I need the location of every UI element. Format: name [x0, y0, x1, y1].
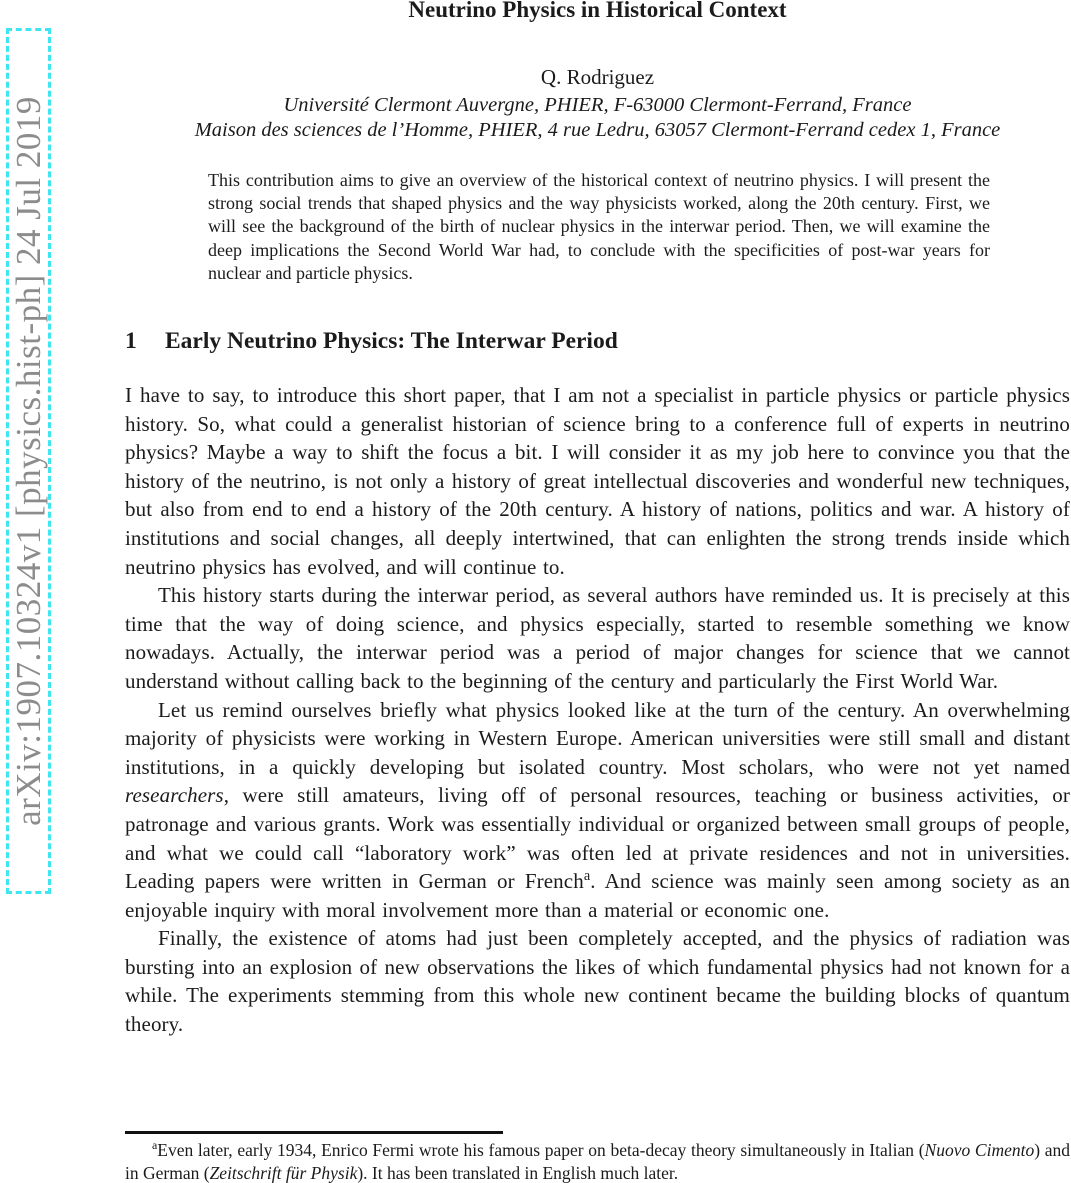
paragraph [125, 381, 1070, 581]
affiliations-block [125, 93, 1070, 142]
affiliation-line: Université Clermont Auvergne, PHIER, F-63000 Clermont-Ferrand, France [283, 94, 912, 116]
arxiv-watermark-box [6, 28, 51, 894]
footnote-marker: a [583, 868, 591, 885]
affiliation-line: Maison des sciences de l’Homme, PHIER, 4 rue Ledru, 63057 Clermont-Ferrand cedex 1, France [194, 118, 1001, 141]
abstract-text: This contribution aims to give an overview of the historical context of neutrino physics. I will present the strong social trends that shaped physics and the way physicists worked, along the 20th century. First, we will see the background of the birth of nuclear physics in the interwar period. Then, we will examine the deep implications the Second World War had, to conclude with the specificities of post-war years for nuclear and particle physics. [208, 170, 990, 283]
paragraph [125, 696, 1070, 925]
paragraph [125, 924, 1070, 1038]
arxiv-watermark-text: arXiv:1907.10324v1 [physics.hist-ph] 24 Jul 2019 [8, 96, 48, 826]
section-title: Early Neutrino Physics: The Interwar Period [165, 328, 618, 354]
footnote-text: ). It has been translated in English much later. [357, 1163, 679, 1183]
italic-journal-zeitschrift: Zeitschrift für Physik [209, 1163, 358, 1183]
footnote-rule [125, 1131, 503, 1134]
paragraph-text: , were still amateurs, living off of personal resources, teaching or business activities, or patronage and various grants. Work was essentially individual or organized between small groups of people, and what we could call “laboratory work” was often led at private residences and not in universities. Leading papers were written in German or French [125, 783, 1070, 894]
paragraph-text: . And science was mainly seen among society as an enjoyable inquiry with moral involvement more than a material or economic one. [125, 869, 1070, 922]
paper-title: Neutrino Physics in Historical Context [408, 0, 787, 22]
section-heading [125, 327, 1070, 355]
footnote [125, 1139, 1070, 1183]
author-name: Q. Rodriguez [540, 65, 655, 89]
paragraph [125, 581, 1070, 695]
footnote-text: ) and in German ( [125, 1140, 1071, 1183]
body-text [125, 381, 1070, 1039]
italic-term-researchers: researchers [125, 783, 224, 808]
paper-content [125, 0, 1070, 1183]
footnote-label: a [152, 1138, 158, 1153]
paragraph-text: Let us remind ourselves briefly what physics looked like at the turn of the century. An overwhelming majority of physicists were working in Western Europe. American universities were still small and distant institutions, in a quickly developing but isolated country. Most scholars, who were not yet named [125, 697, 1070, 779]
italic-journal-nuovo-cimento: Nuovo Cimento [924, 1140, 1035, 1160]
paragraph-text: This history starts during the interwar period, as several authors have reminded us. It is precisely at this time that the way of doing science, and physics especially, started to resemble something we know nowadays. Actually, the interwar period was a period of major changes for science that we cannot understand without calling back to the beginning of the century and particularly the First World War. [125, 583, 1070, 693]
paragraph-text: Finally, the existence of atoms had just been completely accepted, and the physics of radiation was bursting into an explosion of new observations the likes of which fundamental physics had not known for a while. The experiments stemming from this whole new continent became the building blocks of quantum theory. [125, 926, 1070, 1037]
footnote-text: Even later, early 1934, Enrico Fermi wrote his famous paper on beta-decay theory simultaneously in Italian ( [157, 1140, 925, 1160]
section-number: 1 [125, 328, 137, 354]
paragraph-text: I have to say, to introduce this short paper, that I am not a specialist in particle physics or particle physics history. So, what could a generalist historian of science bring to a conference full of experts in neutrino physics? Maybe a way to shift the focus a bit. I will consider it as my job here to convince you that the history of the neutrino, is not only a history of great intellectual discoveries and wonderful new techniques, but also from end to end a history of the 20th century. A history of nations, politics and war. A history of institutions and social changes, all deeply intertwined, that can enlighten the strong trends inside which neutrino physics has evolved, and will continue to. [125, 383, 1070, 579]
